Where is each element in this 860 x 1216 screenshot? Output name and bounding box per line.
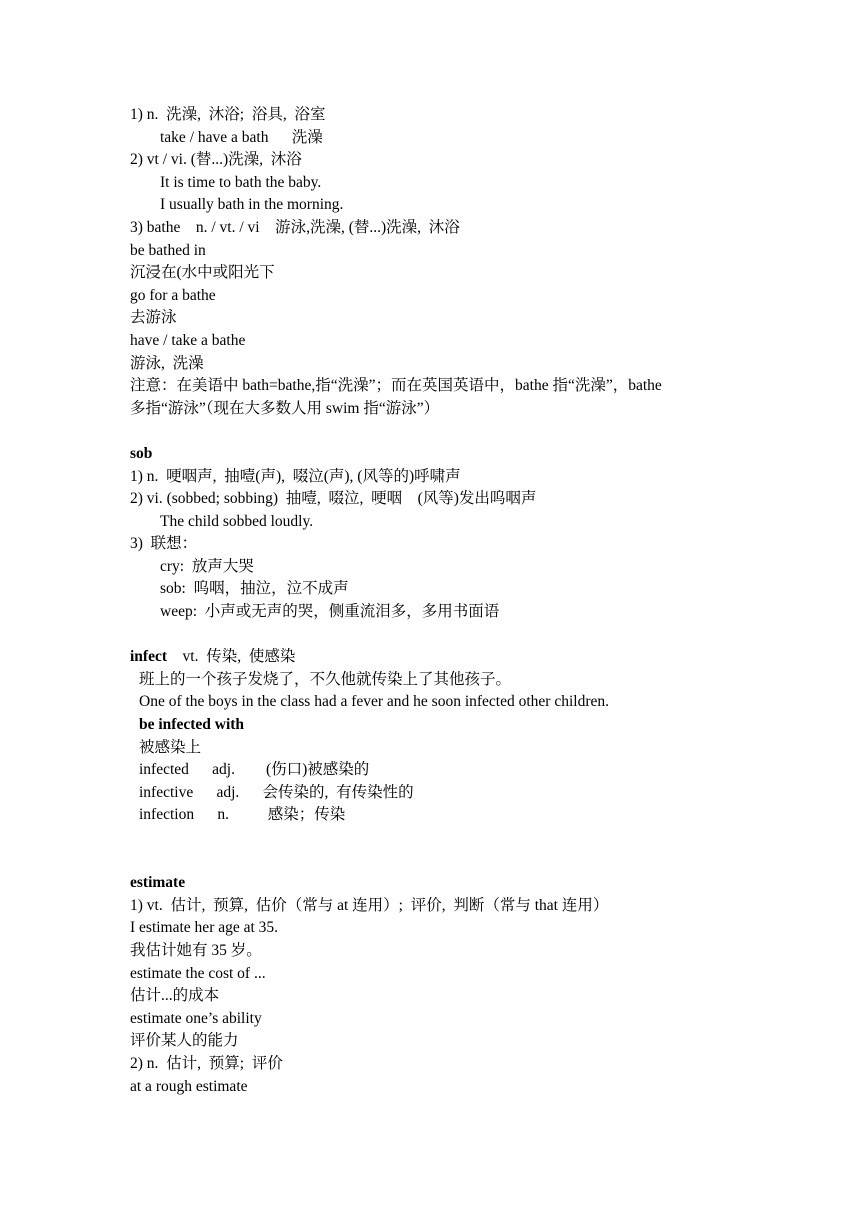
sob-headword: sob <box>130 444 153 462</box>
estimate-phrase-2-meaning: 评价某人的能力 <box>130 1032 239 1050</box>
estimate-phrase-1-meaning: 估计...的成本 <box>130 987 220 1005</box>
infect-phrase <box>130 714 770 737</box>
spacer <box>130 624 770 647</box>
bathe-entry: 3) bathe n. / vt. / vi 游泳,洗澡, (替...)洗澡, 沐浴 <box>130 218 460 236</box>
bathe-phrase-3: have / take a bathe <box>130 331 246 349</box>
bathe-phrase-1: be bathed in <box>130 241 206 259</box>
bathe-phrase-2-meaning: 去游泳 <box>130 309 177 327</box>
sob-assoc-cry: cry: 放声大哭 <box>160 557 254 575</box>
bathe-phrase-3-meaning: 游泳, 洗澡 <box>130 354 204 372</box>
sob-sense-2: 2) vi. (sobbed; sobbing) 抽噎, 啜泣, 哽咽 (风等)发出呜咽声 <box>130 490 537 508</box>
spacer <box>130 420 770 443</box>
infect-derivative-infection: infection n. 感染；传染 <box>139 806 346 824</box>
infect-phrase-text: be infected with <box>139 716 245 734</box>
sob-sense-1: 1) n. 哽咽声, 抽噎(声), 啜泣(声), (风等的)呼啸声 <box>130 467 461 485</box>
bath-note-line-1: 注意：在美语中 bath=bathe,指“洗澡”；而在英国英语中，bathe 指“洗澡”，bathe <box>130 377 662 395</box>
estimate-headword: estimate <box>130 874 186 892</box>
infect-definition: vt. 传染, 使感染 <box>167 648 296 666</box>
spacer <box>130 827 770 872</box>
sob-assoc-sob: sob: 呜咽，抽泣，泣不成声 <box>160 580 349 598</box>
estimate-phrase-2: estimate one’s ability <box>130 1009 262 1027</box>
estimate-sense-2: 2) n. 估计, 预算; 评价 <box>130 1054 283 1072</box>
bath-example-2: I usually bath in the morning. <box>160 196 344 214</box>
infect-example-en: One of the boys in the class had a fever and he soon infected other children. <box>139 693 610 711</box>
infect-phrase-meaning: 被感染上 <box>139 738 202 756</box>
infect-derivative-infective: infective adj. 会传染的, 有传染性的 <box>139 783 414 801</box>
infect-headword: infect <box>130 648 168 666</box>
estimate-phrase-3: at a rough estimate <box>130 1077 248 1095</box>
infect-derivative-infected: infected adj. (伤口)被感染的 <box>139 761 370 779</box>
estimate-example-zh: 我估计她有 35 岁。 <box>130 941 262 959</box>
bath-sense-1: 1) n. 洗澡, 沐浴; 浴具, 浴室 <box>130 106 326 123</box>
bath-sense-2: 2) vt / vi. (替...)洗澡, 沐浴 <box>130 151 302 169</box>
estimate-sense-1: 1) vt. 估计, 预算, 估价（常与 at 连用）; 评价, 判断（常与 that 连用） <box>130 896 609 914</box>
sob-association-label: 3) 联想： <box>130 535 198 553</box>
sob-example: The child sobbed loudly. <box>160 512 314 530</box>
bathe-phrase-1-meaning: 沉浸在(水中或阳光下 <box>130 264 275 282</box>
bath-note-line-2: 多指“游泳”（现在大多数人用 swim 指“游泳”） <box>130 399 440 417</box>
document-page <box>130 104 770 1098</box>
bath-phrase: take / have a bath 洗澡 <box>160 128 323 146</box>
estimate-heading <box>130 872 770 895</box>
infect-example-zh: 班上的一个孩子发烧了，不久他就传染上了其他孩子。 <box>139 670 512 688</box>
bathe-phrase-2: go for a bathe <box>130 286 216 304</box>
estimate-phrase-1: estimate the cost of ... <box>130 964 266 982</box>
sob-heading <box>130 443 770 466</box>
sob-assoc-weep: weep: 小声或无声的哭，侧重流泪多，多用书面语 <box>160 603 500 621</box>
infect-heading <box>130 646 770 669</box>
estimate-example-en: I estimate her age at 35. <box>130 919 279 937</box>
bath-example-1: It is time to bath the baby. <box>160 173 322 191</box>
